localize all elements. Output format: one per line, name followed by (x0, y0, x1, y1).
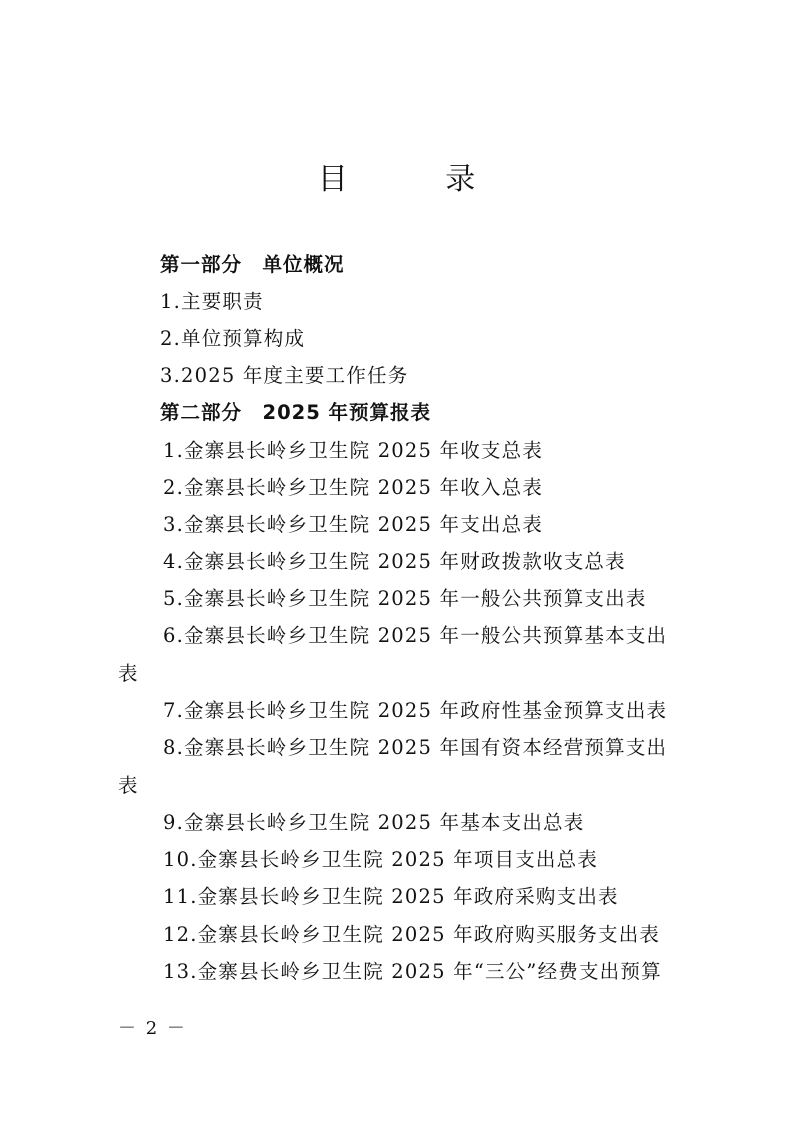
toc-part1-item: 3.2025 年度主要工作任务 (160, 364, 409, 387)
toc-part1-item: 2.单位预算构成 (160, 327, 306, 350)
toc-part2-item-continuation: 表 (118, 662, 139, 685)
page-number: － 2 － (118, 1018, 187, 1039)
page-title: 目 录 (317, 162, 520, 197)
toc-part2-item: 12.金寨县长岭乡卫生院 2025 年政府购买服务支出表 (163, 923, 661, 946)
toc-part2-item: 9.金寨县长岭乡卫生院 2025 年基本支出总表 (163, 811, 585, 834)
toc-part1-item: 1.主要职责 (160, 290, 264, 313)
toc-part2-item: 6.金寨县长岭乡卫生院 2025 年一般公共预算基本支出 (163, 624, 668, 647)
toc-part2-item: 4.金寨县长岭乡卫生院 2025 年财政拨款收支总表 (163, 550, 626, 573)
toc-part2-heading: 第二部分 2025 年预算报表 (160, 401, 432, 424)
toc-part2-item: 8.金寨县长岭乡卫生院 2025 年国有资本经营预算支出 (163, 736, 668, 759)
toc-part2-item-continuation: 表 (118, 774, 139, 797)
toc-part2-item: 2.金寨县长岭乡卫生院 2025 年收入总表 (163, 476, 544, 499)
toc-part2-item: 3.金寨县长岭乡卫生院 2025 年支出总表 (163, 513, 544, 536)
toc-part2-item: 13.金寨县长岭乡卫生院 2025 年“三公”经费支出预算 (163, 960, 662, 983)
toc-part2-item: 10.金寨县长岭乡卫生院 2025 年项目支出总表 (163, 848, 599, 871)
toc-part2-item: 11.金寨县长岭乡卫生院 2025 年政府采购支出表 (163, 885, 619, 908)
toc-part1-heading: 第一部分 单位概况 (160, 253, 345, 276)
toc-part2-item: 1.金寨县长岭乡卫生院 2025 年收支总表 (163, 439, 544, 462)
toc-part2-item: 5.金寨县长岭乡卫生院 2025 年一般公共预算支出表 (163, 587, 647, 610)
toc-part2-item: 7.金寨县长岭乡卫生院 2025 年政府性基金预算支出表 (163, 699, 668, 722)
